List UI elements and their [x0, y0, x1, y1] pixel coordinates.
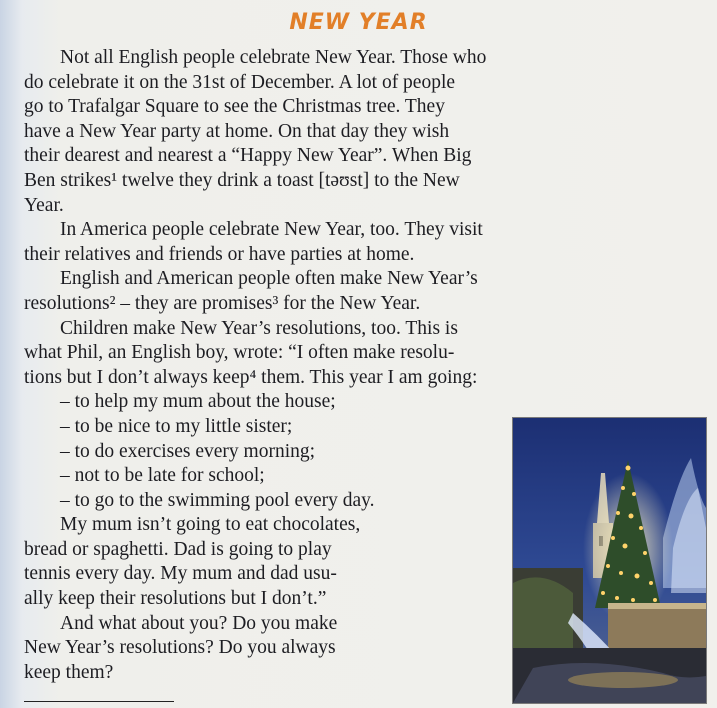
- text-line: what Phil, an English boy, wrote: “I often make resolu-: [24, 342, 455, 364]
- text-line: do celebrate it on the 31st of December. A lot of people: [24, 71, 456, 93]
- text-line: And what about you? Do you make: [60, 612, 338, 634]
- list-item: – to go to the swimming pool every day.: [60, 489, 375, 511]
- text-line: Not all English people celebrate New Year. Those who: [60, 47, 487, 68]
- text-line: My mum isn’t going to eat chocolates,: [60, 514, 361, 536]
- list-item: – to be nice to my little sister;: [60, 415, 293, 437]
- christmas-tree-photo-illustration: [513, 418, 706, 703]
- text-line: tions but I don’t always keep⁴ them. This year I am going:: [24, 366, 478, 388]
- text-line: have a New Year party at home. On that day they wish: [24, 120, 450, 142]
- page-title: NEW YEAR: [289, 10, 428, 35]
- text-line: Year.: [24, 194, 64, 216]
- text-line: resolutions² – they are promises³ for the New Year.: [24, 292, 421, 314]
- text-line: In America people celebrate New Year, too. They visit: [60, 219, 483, 241]
- text-line: ally keep their resolutions but I don’t.”: [24, 588, 327, 610]
- trafalgar-square-photo: [512, 417, 707, 704]
- list-item: – not to be late for school;: [60, 465, 265, 487]
- text-line: tennis every day. My mum and dad usu-: [24, 563, 337, 585]
- text-line: bread or spaghetti. Dad is going to play: [24, 538, 332, 560]
- text-line: English and American people often make New Year’s: [60, 268, 478, 290]
- list-item: – to do exercises every morning;: [60, 440, 316, 462]
- text-line: go to Trafalgar Square to see the Christmas tree. They: [24, 96, 445, 118]
- text-line: keep them?: [24, 661, 114, 683]
- text-line: their relatives and friends or have parties at home.: [24, 243, 415, 265]
- footnote-separator: [24, 701, 174, 702]
- text-line: their dearest and nearest a “Happy New Year”. When Big: [24, 145, 472, 167]
- text-line: Children make New Year’s resolutions, too. This is: [60, 317, 458, 339]
- text-line: Ben strikes¹ twelve they drink a toast [təʊst] to the New: [24, 169, 460, 191]
- text-line: New Year’s resolutions? Do you always: [24, 637, 336, 659]
- list-item: – to help my mum about the house;: [60, 391, 336, 413]
